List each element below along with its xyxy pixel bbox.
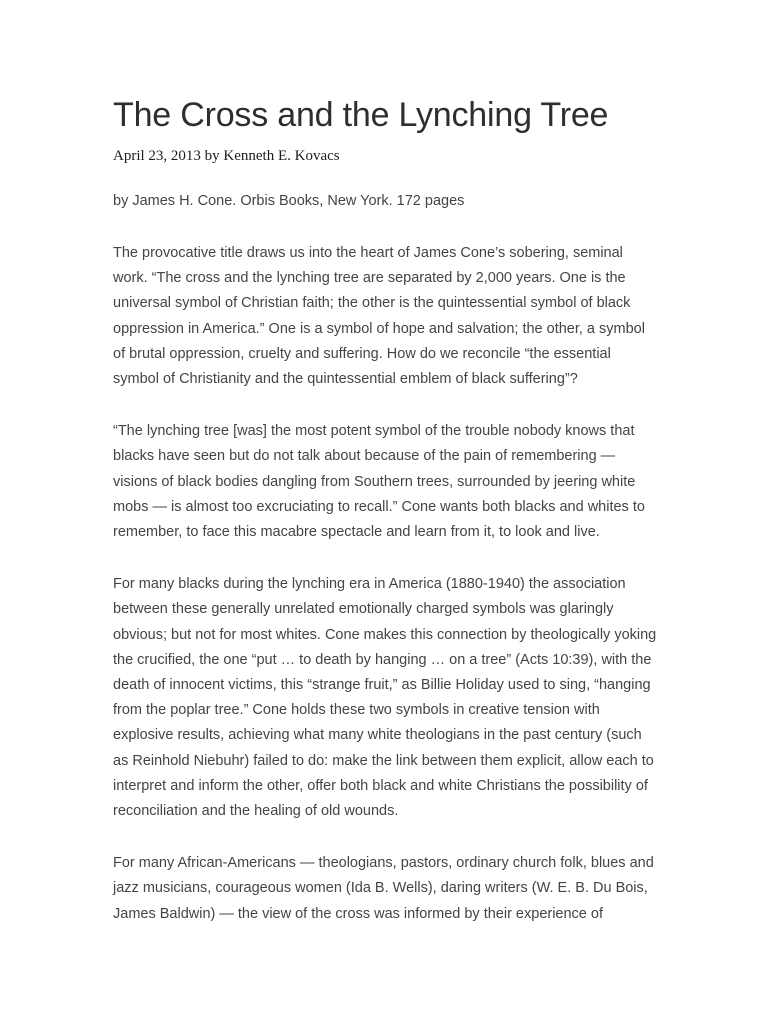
body-paragraph: “The lynching tree [was] the most potent symbol of the trouble nobody knows that blacks have seen but do not talk about because of the pain of remembering — visions of black bodies dangling from Southern trees, surrounded by jeering white mobs — is almost too excruciating to recall.” Cone wants both blacks and whites to remember, to face this macabre spectacle and learn from it, to look and live.: [113, 423, 645, 541]
body-paragraph: The provocative title draws us into the heart of James Cone’s sobering, seminal work. “The cross and the lynching tree are separated by 2,000 years. One is the universal symbol of Christian faith; the other is the quintessential symbol of black oppression in America.” One is a symbol of hope and salvation; the other, a symbol of brutal oppression, cruelty and suffering. How do we reconcile “the essential symbol of Christianity and the quintessential emblem of black suffering”?: [113, 245, 645, 388]
body-paragraph: For many blacks during the lynching era in America (1880-1940) the association between these generally unrelated emotionally charged symbols was glaringly obvious; but not for most whites. Cone makes this connection by theologically yoking the crucified, the one “put … to death by hanging … on a tree” (Acts 10:39), with the death of innocent victims, this “strange fruit,” as Billie Holiday used to sing, “hanging from the poplar tree.” Cone holds these two symbols in creative tension with explosive results, achieving what many white theologians in the past century (such as Reinhold Niebuhr) failed to do: make the link between them explicit, allow each to interpret and inform the other, offer both black and white Christians the possibility of reconciliation and the healing of old wounds.: [113, 576, 657, 820]
article: [113, 94, 658, 927]
article-byline: April 23, 2013 by Kenneth E. Kovacs: [113, 148, 340, 164]
book-info: by James H. Cone. Orbis Books, New York. 172 pages: [113, 193, 465, 209]
article-title: The Cross and the Lynching Tree: [113, 96, 609, 134]
body-paragraph: For many African-Americans — theologians, pastors, ordinary church folk, blues and jazz musicians, courageous women (Ida B. Wells), daring writers (W. E. B. Du Bois, James Baldwin) — the view of the cross was informed by their experience of: [113, 855, 654, 922]
